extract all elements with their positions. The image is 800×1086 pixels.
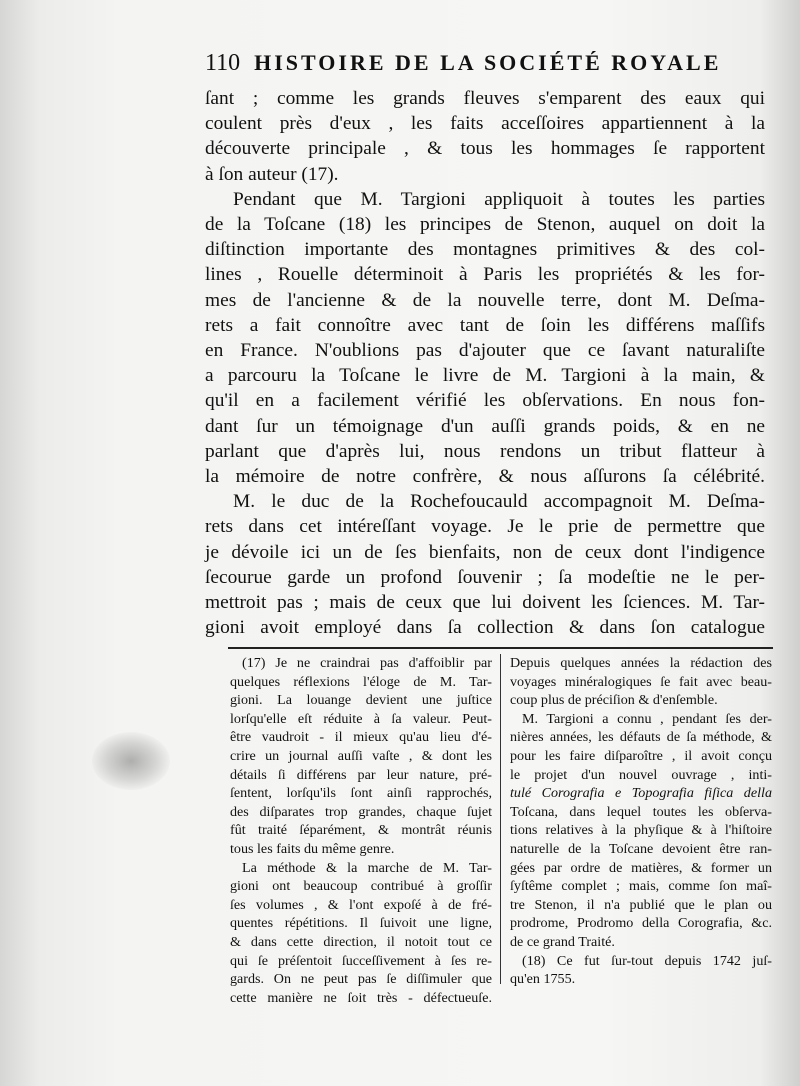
paper-stain xyxy=(92,732,170,790)
text-line: dant ſur un témoignage d'un auſſi grands poids, & en ne xyxy=(205,415,765,437)
running-title: HISTOIRE DE LA SOCIÉTÉ ROYALE xyxy=(254,50,722,75)
footnote-line: fût traité ſéparément, & montrât réunis xyxy=(230,822,492,839)
footnote-rule xyxy=(228,647,773,649)
footnotes-right-column xyxy=(510,654,772,988)
footnote-line: Toſcana, dans lequel toutes les obſerva- xyxy=(510,803,772,820)
text-line: gioni avoit employé dans ſa collection & dans ſon catalogue xyxy=(205,617,765,639)
text-line: à ſon auteur (17). xyxy=(205,163,339,185)
text-line: ſecourue garde un profond ſouvenir ; ſa modeſtie ne le per- xyxy=(205,566,765,588)
footnote-line: voyages minéralogiques ſe fait avec beau- xyxy=(510,673,772,690)
footnote-line: ſyſtême complet ; mais, comme ſon maî- xyxy=(510,878,772,895)
footnote-line: pour les faire diſparoître , il avoit conçu xyxy=(510,747,772,764)
footnote-line: (17) Je ne craindrai pas d'affoiblir par xyxy=(242,655,492,671)
footnote-line: tions relatives à la phyſique & à l'hiſtoire xyxy=(510,822,772,839)
page-header xyxy=(205,50,765,84)
footnote-line: nières années, les défauts de ſa méthode, & xyxy=(510,729,772,746)
text-line: mes de l'ancienne & de la nouvelle terre, dont M. Deſma- xyxy=(205,289,765,311)
footnote-line: gées par ordre de matières, & former un xyxy=(510,859,772,876)
text-line: diſtinction importante des montagnes primitives & des col- xyxy=(205,239,765,261)
footnote-column-divider xyxy=(500,654,501,984)
footnote-line: des diſparates trop grandes, chaque ſujet xyxy=(230,803,492,820)
footnote-line: tre Stenon, il n'a publié que le plan ou xyxy=(510,896,772,913)
footnote-line: le projet d'un nouvel ouvrage , inti- xyxy=(510,766,772,783)
text-line: coulent près d'eux , les faits acceſſoires appartiennent à la xyxy=(205,113,765,135)
text-line: qu'il en a facilement vérifié les obſervations. En nous fon- xyxy=(205,390,765,412)
text-line: a parcouru la Toſcane le livre de M. Targioni à la main, & xyxy=(205,365,765,387)
text-line: ſant ; comme les grands fleuves s'emparent des eaux qui xyxy=(205,88,765,109)
main-text xyxy=(205,86,765,639)
footnotes-left-column xyxy=(230,654,492,1006)
text-line: Pendant que M. Targioni appliquoit à toutes les parties xyxy=(233,188,765,210)
footnote-line: prodrome, Prodromo della Corografia, &c. xyxy=(510,915,772,932)
text-line: je dévoile ici un de ſes bienfaits, non de ceux dont l'indigence xyxy=(205,541,765,563)
footnote-line: lorſqu'elle eſt réduite à ſa valeur. Peut- xyxy=(230,710,492,727)
text-line: découverte principale , & tous les hommages ſe rapportent xyxy=(205,138,765,160)
text-line: mettroit pas ; mais de ceux que lui doivent les ſciences. M. Tar- xyxy=(205,592,765,614)
footnote-line: cette manière ne ſoit très - défectueuſe. xyxy=(230,989,492,1006)
footnote-line: tulé Corografia e Topografia fiſica della xyxy=(510,785,772,802)
footnote-line: Depuis quelques années la rédaction des xyxy=(510,655,772,671)
text-line: lines , Rouelle déterminoit à Paris les propriétés & les for- xyxy=(205,264,765,286)
footnote-line: M. Targioni a connu , pendant ſes der- xyxy=(522,710,772,727)
footnote-line: de ce grand Traité. xyxy=(510,933,615,950)
page-number: 110 xyxy=(205,50,241,76)
footnote-line: naturelle de la Toſcane devoient être ran- xyxy=(510,840,772,857)
footnote-line: (18) Ce fut ſur-tout depuis 1742 juſ- xyxy=(522,952,772,969)
text-line: M. le duc de la Rochefoucauld accompagnoit M. Deſma- xyxy=(233,491,765,513)
footnote-line: La méthode & la marche de M. Tar- xyxy=(242,859,492,876)
footnote-line: & dans cette direction, il notoit tout ce xyxy=(230,933,492,950)
text-line: rets a fait connoître avec tant de ſoin les différens maſſifs xyxy=(205,314,765,336)
footnote-line: qu'en 1755. xyxy=(510,971,576,988)
footnote-line: tous les faits du même genre. xyxy=(230,840,395,857)
footnote-line: gards. On ne peut pas ſe diſſimuler que xyxy=(230,971,492,988)
footnote-line: quelques réflexions l'éloge de M. Tar- xyxy=(230,673,492,690)
text-line: en France. N'oublions pas d'ajouter que ce ſavant naturaliſte xyxy=(205,340,765,362)
footnote-line: gioni. La louange devient une juſtice xyxy=(230,692,492,709)
text-line: la mémoire de notre confrère, & nous aſſurons ſa célébrité. xyxy=(205,466,765,488)
footnote-line: coup plus de préciſion & d'enſemble. xyxy=(510,692,718,709)
footnote-line: crire un journal auſſi vaſte , & dont les xyxy=(230,747,492,764)
footnote-line: quentes répétitions. Il ſuivoit une ligne, xyxy=(230,915,492,932)
footnote-line: ſentent, lorſqu'ils ſont ainſi rapprochés, xyxy=(230,785,492,802)
footnote-line: gioni ont beaucoup contribué à groſſir xyxy=(230,878,492,895)
text-line: parlant que d'après lui, nous rendons un tribut flatteur à xyxy=(205,440,765,462)
text-line: de la Toſcane (18) les principes de Stenon, auquel on doit la xyxy=(205,214,765,236)
footnote-line: qui ſe préſentoit ſucceſſivement à ſes re- xyxy=(230,952,492,969)
footnote-line: ſes volumes , & l'ont expoſé à de fré- xyxy=(230,896,492,913)
footnote-line: détails ſi différens par leur nature, pré- xyxy=(230,766,492,783)
footnote-line: être vaudroit - il mieux qu'au lieu d'é- xyxy=(230,729,492,746)
text-line: rets dans cet intéreſſant voyage. Je le prie de permettre que xyxy=(205,516,765,538)
